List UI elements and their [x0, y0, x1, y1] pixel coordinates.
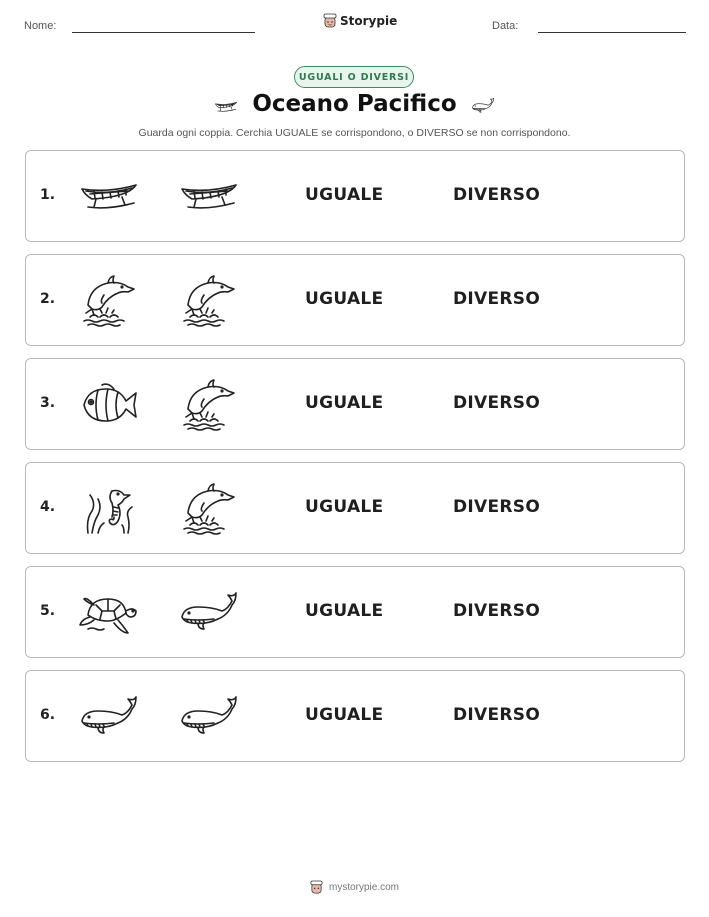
date-label: Data: [492, 20, 519, 32]
name-line[interactable] [72, 32, 255, 33]
dolphin-icon [178, 273, 240, 329]
dolphin-icon [78, 273, 140, 329]
item-number: 1. [40, 187, 56, 203]
item-card [25, 462, 685, 554]
dolphin-icon [178, 377, 240, 433]
instructions: Guarda ogni coppia. Cerchia UGUALE se corrispondono, o DIVERSO se non corrispondono. [138, 127, 571, 139]
whale-icon [465, 95, 501, 117]
footer-site[interactable]: mystorypie.com [328, 882, 399, 893]
item-number: 3. [40, 395, 56, 411]
different-option[interactable]: DIVERSO [453, 393, 541, 413]
seahorse-icon [78, 481, 140, 537]
footer [0, 880, 709, 895]
different-option[interactable]: DIVERSO [453, 185, 541, 205]
same-option[interactable]: UGUALE [305, 497, 384, 517]
item-card [25, 358, 685, 450]
brand-logo [323, 13, 397, 29]
same-option[interactable]: UGUALE [305, 601, 384, 621]
name-label: Nome: [24, 20, 57, 32]
item-card [25, 566, 685, 658]
different-option[interactable]: DIVERSO [453, 601, 541, 621]
whale-icon [78, 689, 140, 745]
turtle-icon [78, 585, 140, 641]
different-option[interactable]: DIVERSO [453, 497, 541, 517]
item-card [25, 150, 685, 242]
worksheet-tag: UGUALI O DIVERSI [294, 66, 414, 88]
brand-name: Storypie [340, 14, 398, 28]
item-card [25, 670, 685, 762]
item-number: 6. [40, 707, 56, 723]
fish-icon [78, 377, 140, 433]
same-option[interactable]: UGUALE [305, 185, 384, 205]
same-option[interactable]: UGUALE [305, 393, 384, 413]
canoe-icon [178, 169, 240, 225]
whale-icon [178, 585, 240, 641]
date-line[interactable] [538, 32, 686, 33]
item-number: 5. [40, 603, 56, 619]
canoe-icon [78, 169, 140, 225]
item-number: 2. [40, 291, 56, 307]
dolphin-icon [178, 481, 240, 537]
different-option[interactable]: DIVERSO [453, 289, 541, 309]
same-option[interactable]: UGUALE [305, 705, 384, 725]
storypie-mascot-icon [323, 13, 337, 29]
item-number: 4. [40, 499, 56, 515]
storypie-mascot-icon [310, 880, 323, 895]
item-card [25, 254, 685, 346]
page-title: Oceano Pacifico [252, 91, 457, 117]
different-option[interactable]: DIVERSO [453, 705, 541, 725]
whale-icon [178, 689, 240, 745]
same-option[interactable]: UGUALE [305, 289, 384, 309]
